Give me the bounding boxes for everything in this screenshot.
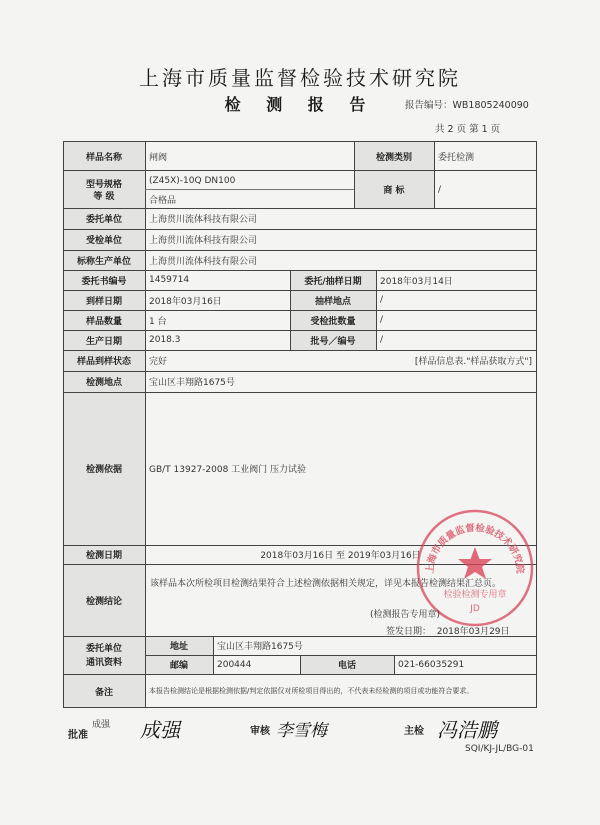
form-code: SQI/KJ-JL/BG-01 [465,744,534,754]
client-info-label-1: 委托单位 [85,643,122,654]
test-basis-label: 检测依据 [85,465,122,475]
test-place-value: 宝山区丰翔路1675号 [149,378,235,388]
approve-label: 批准 [68,730,88,741]
conclusion-label: 检测结论 [85,596,122,607]
client-label: 委托单位 [85,215,122,225]
batch-no-value: / [380,335,384,345]
model-label: 型号规格 [85,180,122,190]
page-info: 共 2 页 第 1 页 [435,124,501,135]
batch-qty-label: 受检批数量 [310,316,356,327]
trademark-value: / [438,184,442,195]
test-category-value: 委托检测 [438,152,475,163]
test-category-label: 检测类别 [375,152,412,163]
sampling-date-label: 委托/抽样日期 [304,276,362,287]
address-label: 地址 [169,642,188,652]
arrival-date-value: 2018年03月16日 [149,296,222,307]
client-info-label-2: 通讯资料 [85,657,122,668]
quantity-value: 1 台 [149,316,167,327]
condition-value: 完好 [149,357,168,367]
client-value: 上海贯川流体科技有限公司 [149,215,258,225]
approve-printed-name: 成强 [92,720,111,730]
address-value: 宝山区丰翔路1675号 [217,642,303,652]
test-date-value: 2018年03月16日 至 2019年03月16日 [260,551,421,561]
contract-no-value: 1459714 [149,275,190,285]
conclusion-text: 该样品本次所检项目检测结果符合上述检测依据相关规定，详见本报告检测结果汇总页。 [150,579,502,589]
remarks-label: 备注 [94,687,113,698]
manufacturer-label: 标称生产单位 [76,256,131,267]
prod-date-value: 2018.3 [149,335,181,345]
sample-name-value: 闸阀 [149,152,168,163]
grade-label: 等 级 [93,192,115,202]
test-date-label: 检测日期 [85,551,122,561]
review-label: 审核 [250,726,270,737]
inspector-signature: 冯浩鹏 [437,718,497,742]
inspected-unit-label: 受检单位 [85,236,122,246]
stamp-note: (检测报告专用章) [370,610,441,620]
test-place-label: 检测地点 [85,378,122,388]
sampling-date-value: 2018年03月14日 [380,276,453,287]
sampling-place-label: 抽样地点 [314,296,351,307]
prod-date-label: 生产日期 [85,336,122,347]
postcode-label: 邮编 [169,661,188,671]
manufacturer-value: 上海贯川流体科技有限公司 [149,256,258,267]
sample-name-label: 样品名称 [85,152,122,163]
stamp-text-mid: 检验检测专用章 [443,590,507,600]
quantity-label: 样品数量 [85,316,122,327]
trademark-label: 商 标 [383,186,405,196]
condition-note: [样品信息表."样品获取方式"] [414,357,532,367]
phone-value: 021-66035291 [398,659,465,670]
report-number: 报告编号：WB1805240090 [405,100,529,111]
arrival-date-label: 到样日期 [85,296,122,307]
document-title: 检 测 报 告 [224,95,376,114]
approve-signature: 成强 [140,718,180,742]
stamp-text-top: 上海市质量监督检验技术研究院 [424,522,526,575]
test-basis-value: GB/T 13927-2008 工业阀门 压力试验 [149,465,307,475]
stamp-code: JD [470,604,480,614]
condition-label: 样品到样状态 [76,357,131,367]
grade-value: 合格品 [149,195,177,206]
postcode-value: 200444 [217,659,252,670]
contract-no-label: 委托书编号 [81,276,127,287]
phone-label: 电话 [337,661,356,671]
issue-date: 签发日期： 2018年03月29日 [386,627,510,637]
model-value: (Z45X)-10Q DN100 [149,175,236,186]
batch-no-label: 批号／编号 [310,336,356,347]
remarks-value: 本报告检测结论是根据检测依据/判定依据仅对所检项目得出的，不代表未经检测的项目或功能符合要求。 [149,687,474,695]
sampling-place-value: / [380,295,384,305]
review-signature: 李雪梅 [276,721,327,741]
inspected-unit-value: 上海贯川流体科技有限公司 [149,236,258,246]
batch-qty-value: / [380,315,384,325]
inspector-label: 主检 [404,726,424,737]
institute-title: 上海市质量监督检验技术研究院 [139,66,461,90]
